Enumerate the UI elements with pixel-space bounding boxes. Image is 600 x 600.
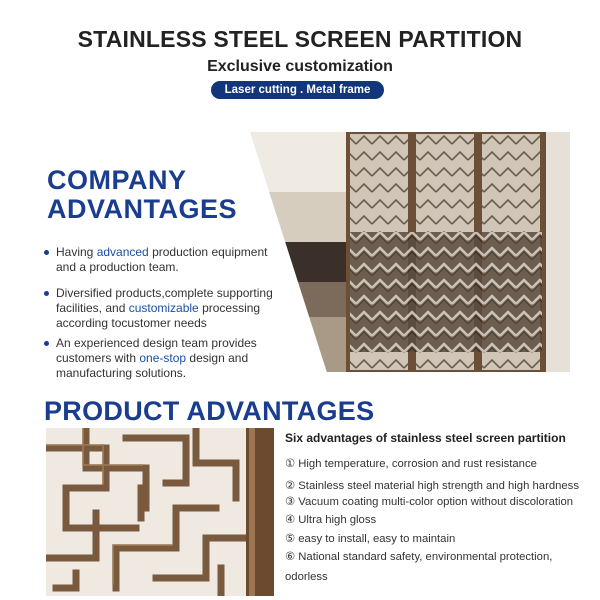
bullet-text: production equipment and a production team.: [56, 245, 268, 274]
bullet-highlight: advanced: [96, 245, 149, 259]
bullet-highlight: customizable: [128, 301, 199, 315]
advantages-list-title: Six advantages of stainless steel screen partition: [285, 431, 566, 445]
company-bullet: [46, 336, 281, 381]
bullet-dot-icon: [44, 341, 49, 346]
bullet-text: Diversified products,complete supporting facilities, and: [56, 286, 273, 315]
company-heading-line1: COMPANY: [47, 165, 187, 195]
bullet-text: processing according tocustomer needs: [56, 301, 261, 330]
advantage-item: ① High temperature, corrosion and rust resistance: [285, 458, 537, 470]
advantage-item: ③ Vacuum coating multi-color option without discoloration: [285, 496, 574, 508]
advantage-item: ④ Ultra high gloss: [285, 514, 377, 526]
page-title: STAINLESS STEEL SCREEN PARTITION: [77, 26, 523, 52]
bullet-text: Having: [56, 245, 97, 259]
bullet-highlight: one-stop: [139, 351, 187, 365]
bullet-text: An experienced design team provides customers with: [56, 336, 257, 365]
company-bullet: [46, 286, 281, 331]
product-advantages-heading: PRODUCT ADVANTAGES: [44, 396, 375, 426]
advantage-item: ⑥ National standard safety, environmental protection, odorless: [285, 551, 553, 583]
bullet-text: design and manufacturing solutions.: [56, 351, 249, 380]
page-subtitle: Exclusive customization: [207, 58, 393, 75]
company-bullet: [46, 245, 281, 275]
advantage-item: ⑤ easy to install, easy to maintain: [285, 533, 456, 545]
bullet-dot-icon: [44, 291, 49, 296]
company-heading-line2: ADVANTAGES: [47, 194, 238, 224]
lattice-screen-photo: [46, 428, 274, 596]
advantage-item: ② Stainless steel material high strength and high hardness: [285, 480, 579, 492]
bullet-dot-icon: [44, 250, 49, 255]
feature-tag: Laser cutting . Metal frame: [211, 81, 384, 99]
company-advantages-heading: [47, 166, 237, 224]
